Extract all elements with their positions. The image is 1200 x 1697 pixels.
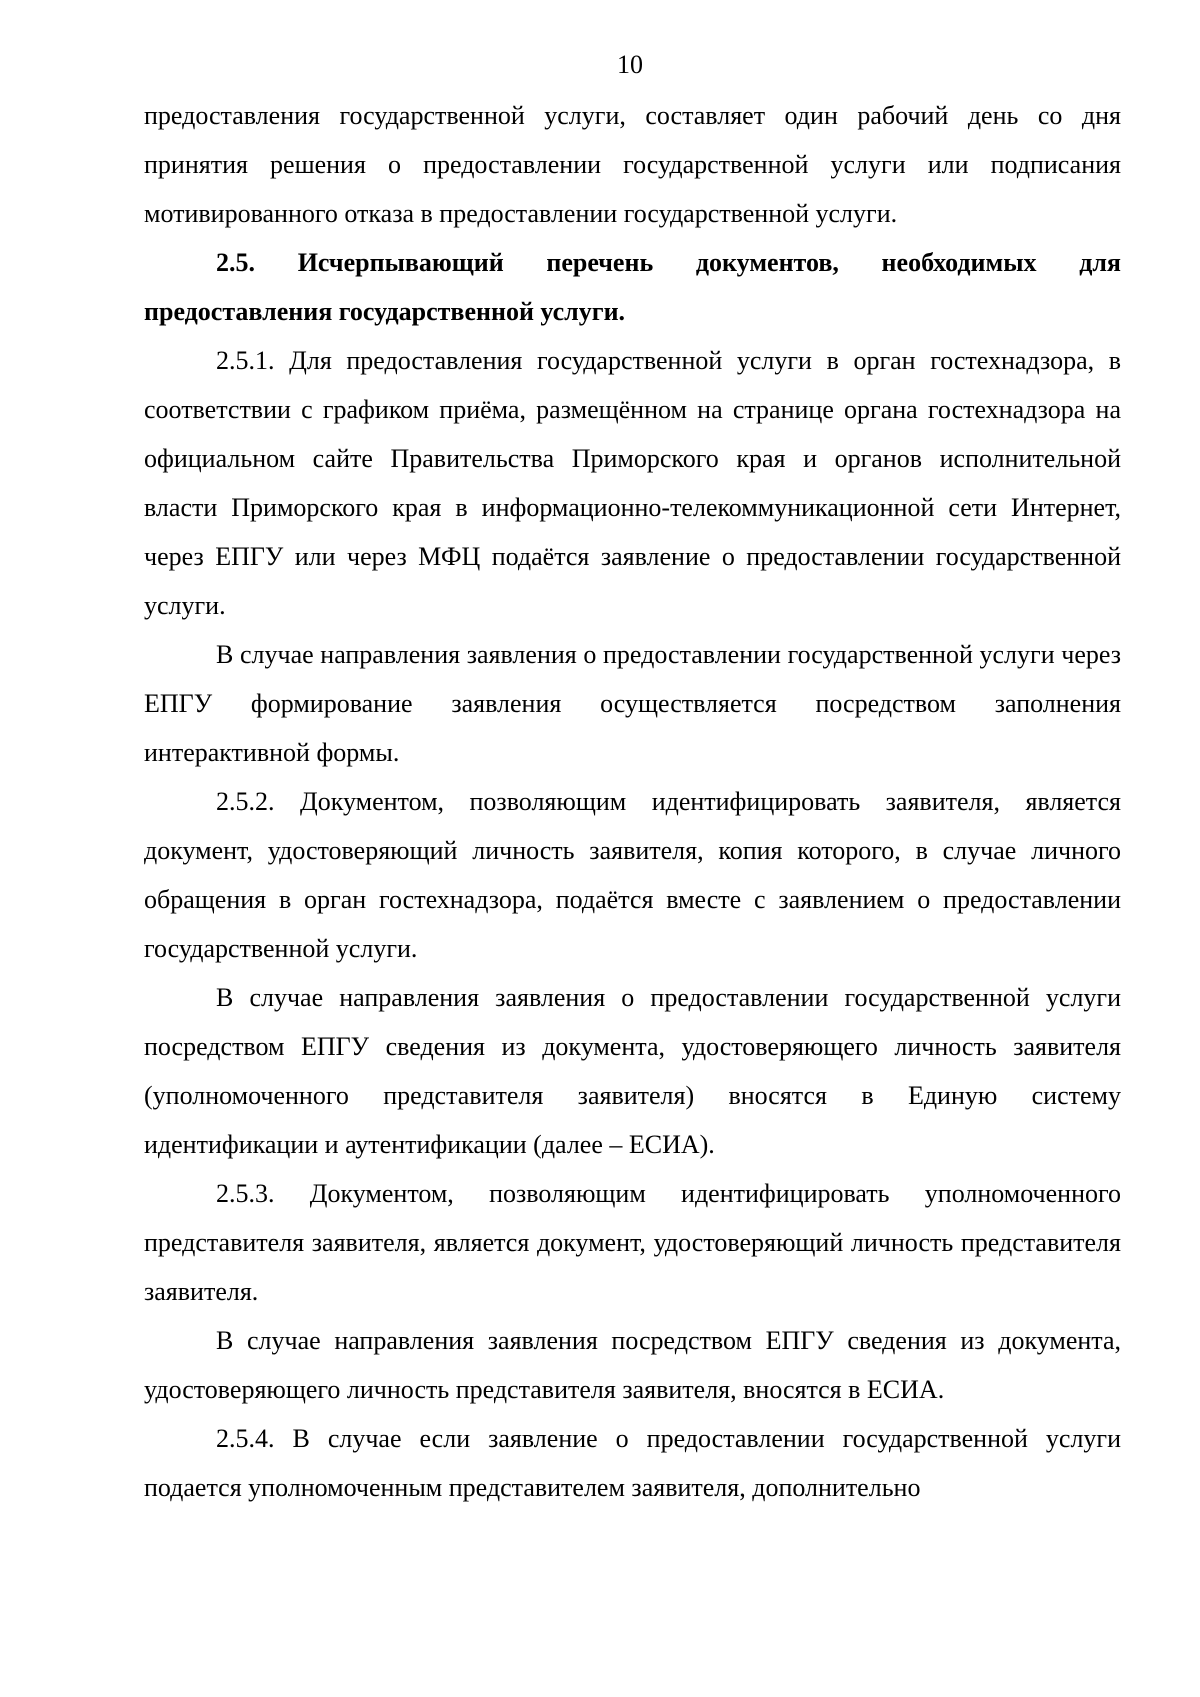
paragraph-2-5-4: 2.5.4. В случае если заявление о предоставлении государственной услуги подается уполномоченным представителем заявителя, дополнительно [144, 1424, 1121, 1502]
paragraph-epgu-interactive-form: В случае направления заявления о предоставлении государственной услуги через ЕПГУ формирование заявления осуществляется посредством заполнения интерактивной формы. [144, 640, 1121, 767]
paragraph-2-5-3: 2.5.3. Документом, позволяющим идентифицировать уполномоченного представителя заявителя, является документ, удостоверяющий личность представителя заявителя. [144, 1179, 1121, 1306]
paragraph-continuation: предоставления государственной услуги, составляет один рабочий день со дня принятия решения о предоставлении государственной услуги или подписания мотивированного отказа в предоставлении государственной услуги. [144, 101, 1121, 228]
page-number: 10 [617, 50, 643, 79]
paragraph-esia-representative: В случае направления заявления посредством ЕПГУ сведения из документа, удостоверяющего личность представителя заявителя, вносятся в ЕСИА. [144, 1326, 1121, 1404]
paragraph-esia-applicant: В случае направления заявления о предоставлении государственной услуги посредством ЕПГУ сведения из документа, удостоверяющего личность заявителя (уполномоченного представителя заявителя) вносятся в Единую систему идентификации и аутентификации (далее – ЕСИА). [144, 983, 1121, 1159]
paragraph-2-5-2: 2.5.2. Документом, позволяющим идентифицировать заявителя, является документ, удостоверяющий личность заявителя, копия которого, в случае личного обращения в орган гостехнадзора, подаётся вместе с заявлением о предоставлении государственной услуги. [144, 787, 1121, 963]
document-body [144, 91, 1121, 1512]
section-heading-2-5: 2.5. Исчерпывающий перечень документов, необходимых для предоставления государственной услуги. [144, 248, 1121, 326]
paragraph-2-5-1: 2.5.1. Для предоставления государственной услуги в орган гостехнадзора, в соответствии с графиком приёма, размещённом на странице органа гостехнадзора на официальном сайте Правительства Приморского края и органов исполнительной власти Приморского края в информационно-телекоммуникационной сети Интернет, через ЕПГУ или через МФЦ подаётся заявление о предоставлении государственной услуги. [144, 346, 1121, 620]
